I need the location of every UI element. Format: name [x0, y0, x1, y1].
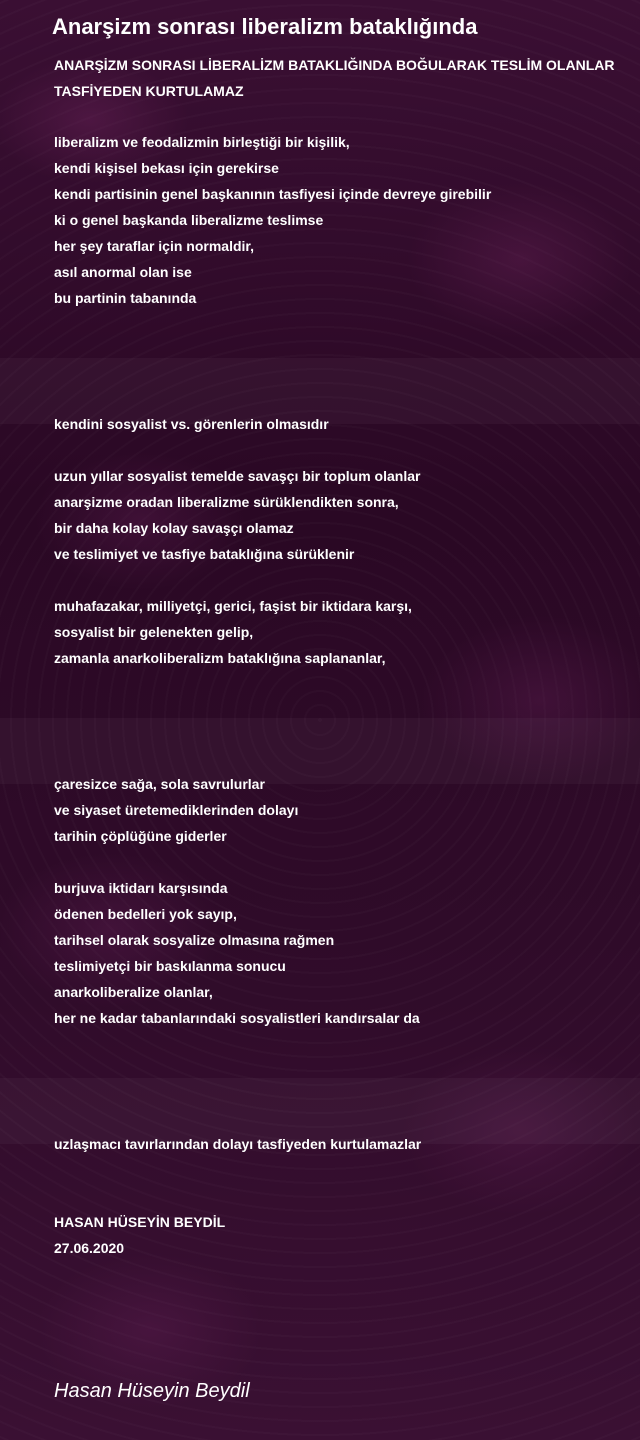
poem-date: 27.06.2020 [54, 1240, 125, 1256]
author-block [54, 1209, 225, 1261]
poem-line: anarkoliberalize olanlar, [54, 984, 213, 1000]
stanza-6 [54, 875, 420, 1031]
poem-line: uzlaşmacı tavırlarından dolayı tasfiyeden kurtulamazlar [54, 1136, 422, 1152]
author-name: HASAN HÜSEYİN BEYDİL [54, 1214, 226, 1230]
stanza-3 [54, 463, 420, 567]
poem-line: tarihsel olarak sosyalize olmasına rağmen [54, 932, 335, 948]
poem-line: sosyalist bir gelenekten gelip, [54, 624, 254, 640]
poem-title: Anarşizm sonrası liberalizm bataklığında [52, 14, 478, 39]
poem-line: ki o genel başkanda liberalizme teslimse [54, 212, 324, 228]
poem-line: kendini sosyalist vs. görenlerin olmasıdır [54, 416, 329, 432]
poem-line: bir daha kolay kolay savaşçı olamaz [54, 520, 294, 536]
poem-line: kendi kişisel bekası için gerekirse [54, 160, 279, 176]
stanza-2 [54, 411, 329, 437]
poem-line: bu partinin tabanında [54, 290, 197, 306]
poem-line: her ne kadar tabanlarındaki sosyalistleri kandırsalar da [54, 1010, 420, 1026]
stanza-4 [54, 593, 412, 671]
poem-line: asıl anormal olan ise [54, 264, 192, 280]
poem-line: her şey taraflar için normaldir, [54, 238, 254, 254]
stanza-5 [54, 771, 298, 849]
poem-line: çaresizce sağa, sola savrulurlar [54, 776, 265, 792]
stanza-7 [54, 1131, 421, 1157]
poem-line: teslimiyetçi bir baskılanma sonucu [54, 958, 286, 974]
stanza-1 [54, 129, 491, 311]
poem-line: zamanla anarkoliberalizm bataklığına saplananlar, [54, 650, 386, 666]
poem-line: kendi partisinin genel başkanının tasfiyesi içinde devreye girebilir [54, 186, 492, 202]
poem-line: uzun yıllar sosyalist temelde savaşçı bir toplum olanlar [54, 468, 421, 484]
poem-line: liberalizm ve feodalizmin birleştiği bir kişilik, [54, 134, 350, 150]
poem-line: muhafazakar, milliyetçi, gerici, faşist bir iktidara karşı, [54, 598, 412, 614]
poem-line: burjuva iktidarı karşısında [54, 880, 228, 896]
poem-line: ödenen bedelleri yok sayıp, [54, 906, 237, 922]
author-signature: Hasan Hüseyin Beydil [54, 1380, 250, 1402]
poem-line: tarihin çöplüğüne giderler [54, 828, 227, 844]
poem-line: anarşizme oradan liberalizme sürüklendikten sonra, [54, 494, 399, 510]
poem-subtitle: ANARŞİZM SONRASI LİBERALİZM BATAKLIĞINDA BOĞULARAK TESLİM OLANLAR TASFİYEDEN KURTULAMAZ [54, 57, 615, 99]
poem-line: ve siyaset üretemediklerinden dolayı [54, 802, 299, 818]
poem-line: ve teslimiyet ve tasfiye bataklığına sürüklenir [54, 546, 355, 562]
